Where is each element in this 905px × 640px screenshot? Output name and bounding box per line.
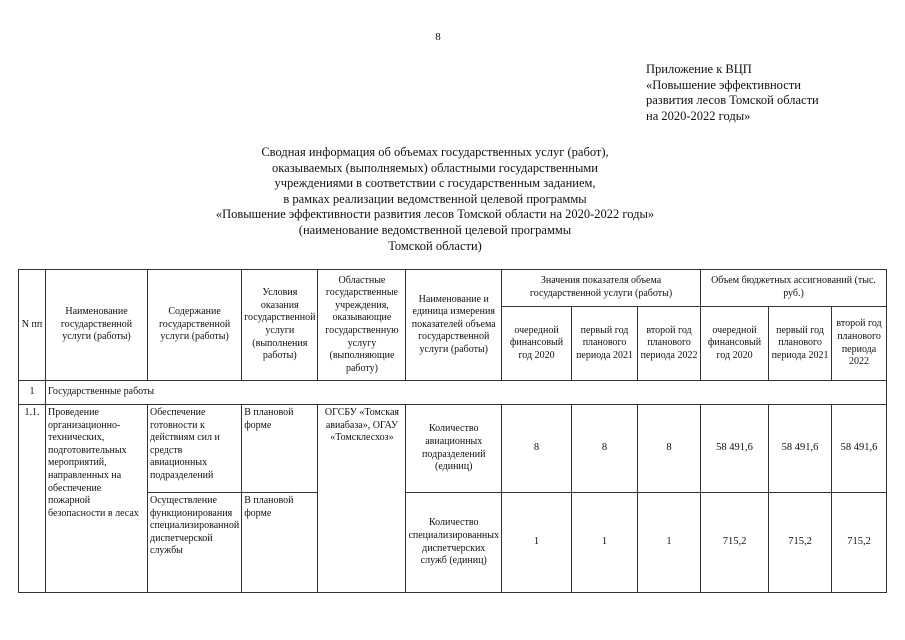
- header-budget-year-2022: второй год планового периода 2022: [832, 307, 887, 381]
- table-row: [19, 493, 887, 593]
- row-indicator: Количество специализированных диспетчерских служб (единиц): [406, 493, 502, 593]
- row-value-2020: 8: [502, 405, 572, 493]
- document-title: [100, 145, 770, 254]
- page-number: 8: [435, 31, 441, 43]
- title-line: (наименование ведомственной целевой программы: [298, 222, 572, 237]
- table-row: [19, 405, 887, 493]
- row-budget-2022: 715,2: [832, 493, 887, 593]
- item-service-name: Проведение организационно-технических, подготовительных мероприятий, направленных на обеспечение пожарной безопасности в лесах: [46, 405, 148, 593]
- table-header-row: [19, 270, 887, 307]
- row-content: Осуществление функционирования специализированной диспетчерской службы: [148, 493, 242, 593]
- row-value-2021: 8: [572, 405, 638, 493]
- title-line: учреждениями в соответствии с государственным заданием,: [274, 176, 596, 191]
- title-line: Томской области): [388, 238, 482, 253]
- title-line: в рамках реализации ведомственной целевой программы: [283, 191, 587, 206]
- header-values-year-2022: второй год планового периода 2022: [638, 307, 701, 381]
- title-line: Сводная информация об объемах государственных услуг (работ),: [261, 145, 609, 159]
- header-values-group: Значения показателя объема государственной услуги (работы): [502, 270, 701, 307]
- header-num: N пп: [19, 270, 46, 381]
- item-num: 1.1.: [19, 405, 46, 593]
- header-budget-year-2020: очередной финансовый год 2020: [701, 307, 769, 381]
- header-budget-group: Объем бюджетных ассигнований (тыс. руб.): [701, 270, 887, 307]
- header-budget-year-2021: первый год планового периода 2021: [769, 307, 832, 381]
- row-conditions: В плановой форме: [242, 405, 318, 493]
- row-budget-2021: 58 491,6: [769, 405, 832, 493]
- row-budget-2022: 58 491,6: [832, 405, 887, 493]
- services-table: [18, 269, 887, 593]
- appendix-line: на 2020-2022 годы»: [646, 108, 751, 123]
- row-conditions: В плановой форме: [242, 493, 318, 593]
- title-line: оказываемых (выполняемых) областными государственными: [272, 160, 598, 175]
- section-row: [19, 381, 887, 405]
- row-budget-2020: 715,2: [701, 493, 769, 593]
- appendix-line: Приложение к ВЦП: [646, 62, 752, 76]
- row-content: Обеспечение готовности к действиям сил и средств авиационных подразделений: [148, 405, 242, 493]
- header-values-year-2021: первый год планового периода 2021: [572, 307, 638, 381]
- section-num: 1: [19, 381, 46, 405]
- header-content: Содержание государственной услуги (работы): [148, 270, 242, 381]
- appendix-note: [646, 62, 896, 124]
- row-value-2021: 1: [572, 493, 638, 593]
- header-institutions: Областные государственные учреждения, оказывающие государственную услугу (выполняющие работу): [318, 270, 406, 381]
- row-indicator: Количество авиационных подразделений (единиц): [406, 405, 502, 493]
- header-values-year-2020: очередной финансовый год 2020: [502, 307, 572, 381]
- title-line: «Повышение эффективности развития лесов Томской области на 2020-2022 годы»: [215, 207, 655, 222]
- row-value-2022: 1: [638, 493, 701, 593]
- header-conditions: Условия оказания государственной услуги (выполнения работы): [242, 270, 318, 381]
- header-service-name: Наименование государственной услуги (работы): [46, 270, 148, 381]
- appendix-line: «Повышение эффективности: [646, 77, 801, 92]
- row-value-2022: 8: [638, 405, 701, 493]
- header-indicator: Наименование и единица измерения показателей объема государственной услуги (работы): [406, 270, 502, 381]
- appendix-line: развития лесов Томской области: [646, 93, 819, 108]
- section-label: Государственные работы: [46, 381, 887, 405]
- row-value-2020: 1: [502, 493, 572, 593]
- row-budget-2020: 58 491,6: [701, 405, 769, 493]
- item-institutions: ОГСБУ «Томская авиабаза», ОГАУ «Томсклесхоз»: [318, 405, 406, 593]
- row-budget-2021: 715,2: [769, 493, 832, 593]
